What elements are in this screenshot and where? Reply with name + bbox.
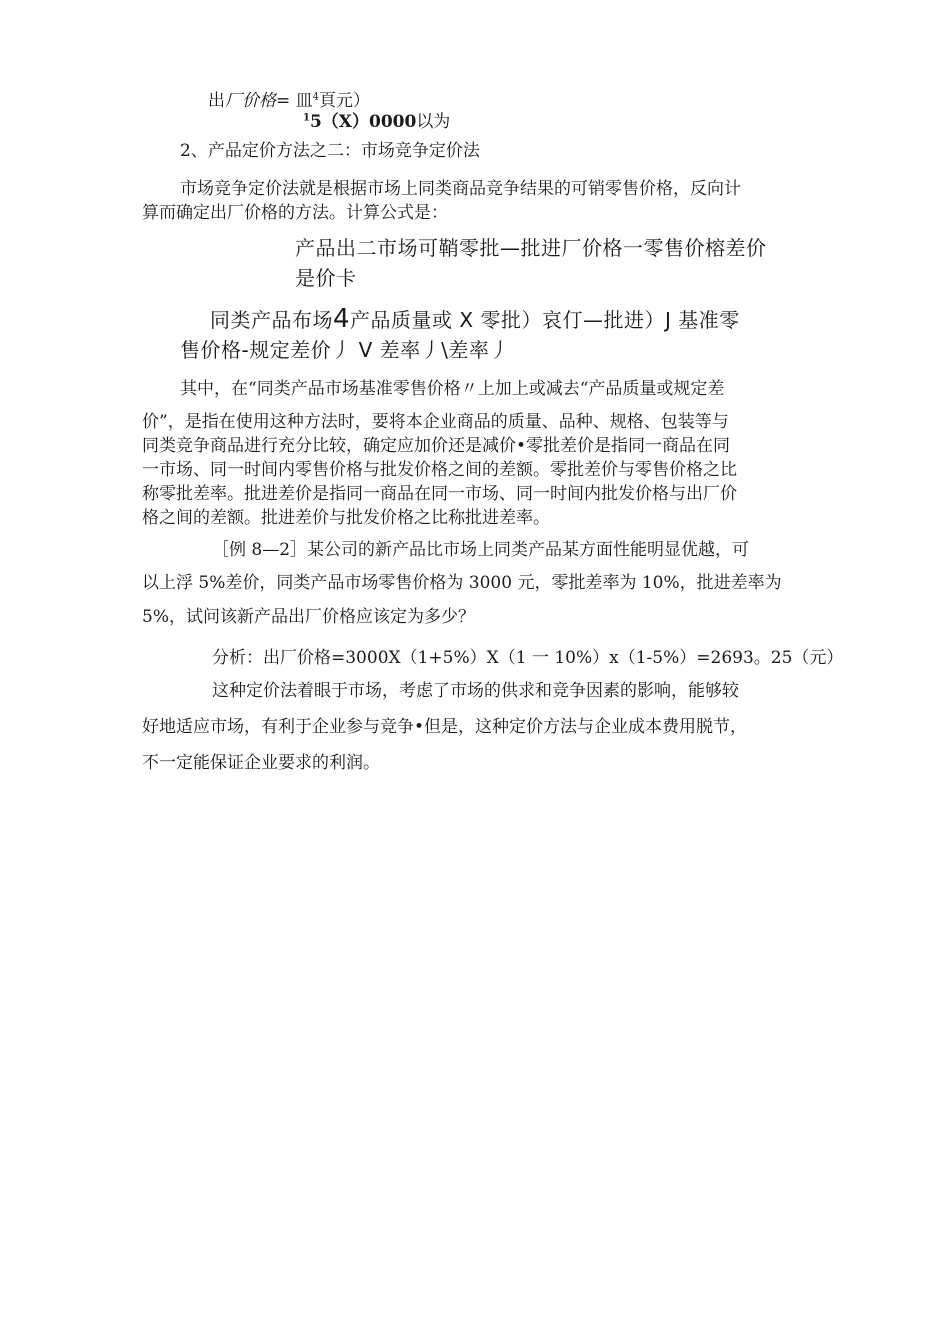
paragraph-line: 称零批差率。批进差价是指同一商品在同一市场、同一时间内批发价格与出厂价 bbox=[142, 484, 737, 504]
formula-line: 产品出二市场可鞘零批—批进厂价格一零售价榕差价 bbox=[295, 236, 767, 260]
text-fragment: = 皿 bbox=[276, 91, 313, 111]
text-fragment: 頁元） bbox=[319, 91, 371, 111]
text-fragment: 出 bbox=[208, 91, 225, 111]
formula-line: 售价格-规定差价丿 V 差率丿\差率丿 bbox=[180, 338, 510, 362]
paragraph-line: 不一定能保证企业要求的利润。 bbox=[142, 753, 380, 773]
example-line: ［例 8—2］某公司的新产品比市场上同类产品某方面性能明显优越，可 bbox=[212, 540, 750, 560]
paragraph-line: 算而确定出厂价格的方法。计算公式是： bbox=[142, 203, 448, 223]
section-heading: 2、产品定价方法之二：市场竞争定价法 bbox=[180, 141, 480, 161]
text-fragment: 4 bbox=[333, 304, 351, 334]
text-fragment: 产品质量或 X 零批）哀仃—批进）J 基准零 bbox=[350, 308, 740, 332]
paragraph-line: 一市场、同一时间内零售价格与批发价格之间的差额。零批差价与零售价格之比 bbox=[142, 460, 737, 480]
paragraph-line: 格之间的差额。批进差价与批发价格之比称批进差率。 bbox=[142, 508, 550, 528]
paragraph-line: 同类竞争商品进行充分比较，确定应加价还是减价•零批差价是指同一商品在同 bbox=[142, 436, 731, 456]
example-line: 以上浮 5%差价，同类产品市场零售价格为 3000 元，零批差率为 10%，批进差率为 bbox=[142, 573, 782, 593]
analysis-line: 分析：出厂价格=3000X（1+5%）X（1 一 10%）x（1-5%）=2693。25（元） bbox=[212, 648, 844, 668]
text-fragment: 1 bbox=[303, 112, 310, 124]
paragraph-line: 市场竞争定价法就是根据市场上同类商品竞争结果的可销零售价格，反向计 bbox=[180, 179, 741, 199]
formula-line: 是价卡 bbox=[295, 266, 357, 290]
paragraph-line: 这种定价法着眼于市场，考虑了市场的供求和竞争因素的影响，能够较 bbox=[212, 681, 739, 701]
text-fragment: 厂价格 bbox=[225, 91, 276, 111]
formula-denominator-line bbox=[303, 107, 450, 132]
paragraph-line: 其中，在“同类产品市场基准零售价格〃上加上或减去“产品质量或规定差 bbox=[180, 379, 725, 399]
example-line: 5%，试问该新产品出厂价格应该定为多少？ bbox=[142, 607, 475, 627]
text-fragment: 以为 bbox=[416, 112, 451, 132]
paragraph-line: 价”，是指在使用这种方法时，要将本企业商品的质量、品种、规格、包装等与 bbox=[142, 412, 729, 432]
text-fragment: 同类产品布场 bbox=[210, 308, 333, 332]
formula-line bbox=[210, 304, 740, 334]
text-fragment: 4 bbox=[312, 91, 320, 103]
paragraph-line: 好地适应市场，有利于企业参与竞争•但是，这种定价方法与企业成本费用脱节， bbox=[142, 717, 748, 737]
text-fragment: 5（X）0000 bbox=[309, 112, 417, 132]
